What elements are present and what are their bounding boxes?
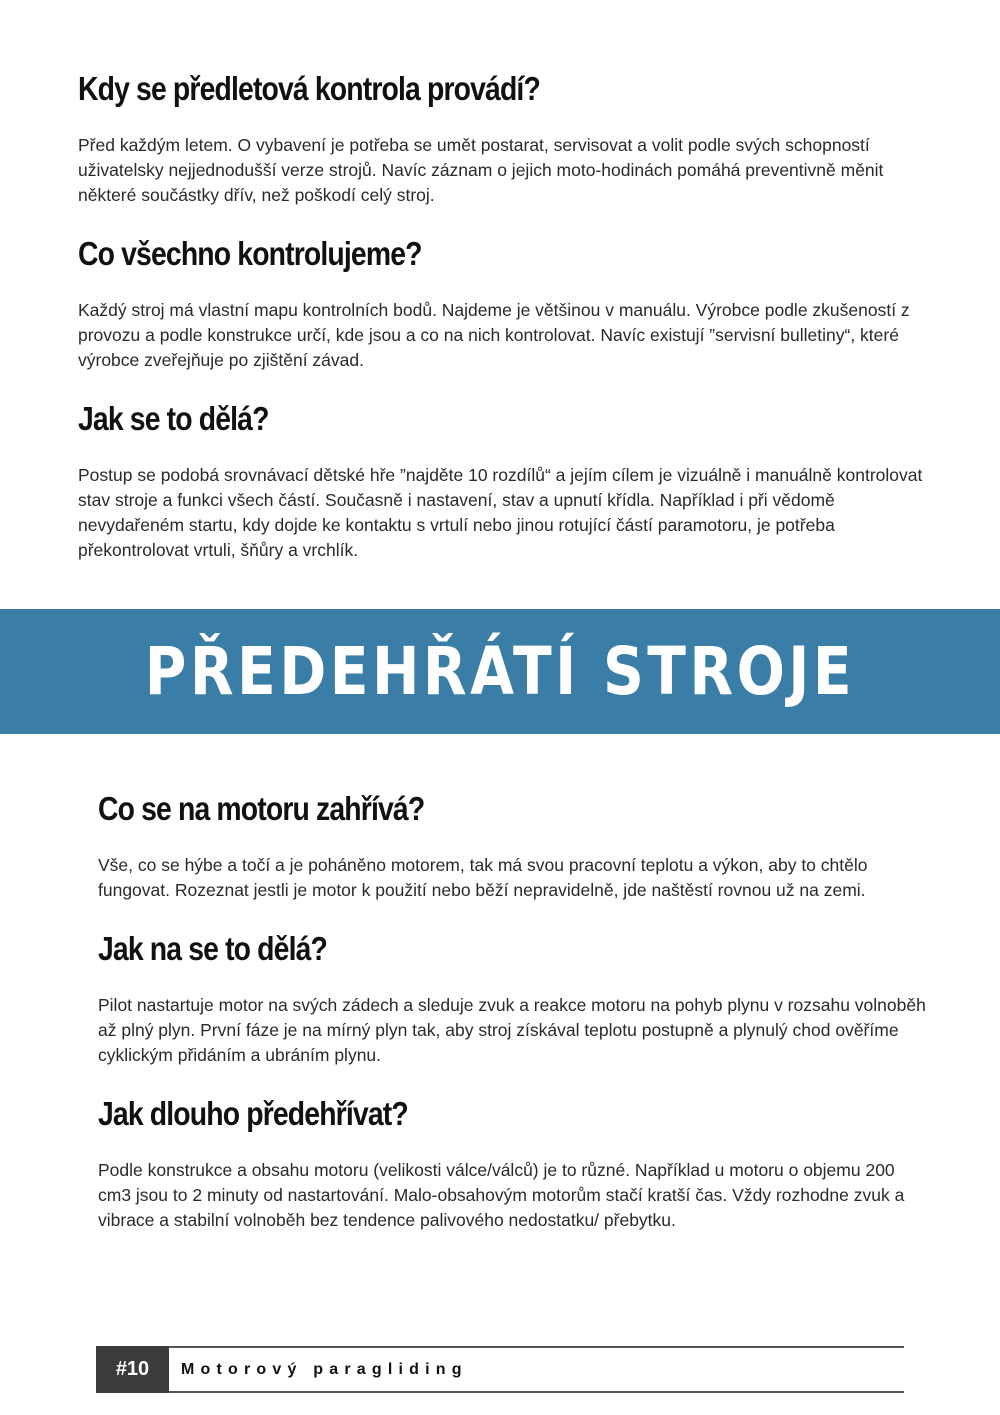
faq-answer: Před každým letem. O vybavení je potřeba se umět postarat, servisovat a volit podle svých schopností uživatelsky nejjednodušší verze strojů. Navíc záznam o jejich moto-hodinách pomáhá preventivně měnit některé součástky dřív, než poškodí celý stroj. [78,135,884,205]
faq-question: Co všechno kontrolujeme? [78,235,422,272]
faq-question: Jak dlouho předehřívat? [98,1095,408,1132]
footer-title: Motorový paragliding [181,1360,468,1378]
faq-answer: Postup se podobá srovnávací dětské hře ”najděte 10 rozdílů“ a jejím cílem je vizuálně i manuálně kontrolovat stav stroje a funkci všech částí. Současně i nastavení, stav a upnutí křídla. Například i při vědomě nevydařeném startu, kdy dojde ke kontaktu s vrtulí nebo jinou rotující částí paramotoru, je potřeba překontrolovat vrtuli, šňůry a vrchlík. [78,465,923,560]
faq-question: Jak se to dělá? [78,400,269,437]
section-banner [0,609,1000,734]
faq-block-what [78,231,928,373]
faq-answer: Pilot nastartuje motor na svých zádech a sleduje zvuk a reakce motoru na pohyb plynu v rozsahu volnoběh až plný plyn. První fáze je na mírný plyn tak, aby stroj získával teplotu postupně a plynulý chod ověříme cyklickým přidáním a ubráním plynu. [98,995,926,1065]
faq-block-how [78,396,928,563]
faq-question: Co se na motoru zahřívá? [98,790,425,827]
faq-question: Kdy se předletová kontrola provádí? [78,70,540,107]
bottom-faq-section [98,786,928,1233]
faq-answer: Vše, co se hýbe a točí a je poháněno motorem, tak má svou pracovní teplotu a výkon, aby to chtělo fungovat. Rozeznat jestli je motor k použití nebo běží nepravidelně, jde naštěstí rovnou už na zemi. [98,855,868,900]
faq-answer: Každý stroj má vlastní mapu kontrolních bodů. Najdeme je většinou v manuálu. Výrobce podle zkušeností z provozu a podle konstrukce určí, kde jsou a co na nich kontrolovat. Navíc existují ”servisní bulletiny“, které výrobce zveřejňuje po zjištění závad. [78,300,910,370]
faq-block-how-to [98,926,928,1068]
faq-answer: Podle konstrukce a obsahu motoru (velikosti válce/válců) je to různé. Například u motoru o objemu 200 cm3 jsou to 2 minuty od nastartování. Malo-obsahovým motorům stačí kratší čas. Vždy rozhodne zvuk a vibrace a stabilní volnoběh bez tendence palivového nedostatku/ přebytku. [98,1160,905,1230]
faq-question: Jak na se to dělá? [98,930,328,967]
faq-block-what-warms [98,786,928,903]
top-faq-section [78,66,928,563]
page-number: #10 [96,1346,169,1393]
page-footer [96,1346,904,1393]
section-title: PŘEDEHŘÁTÍ STROJE [144,633,856,710]
faq-block-when [78,66,928,208]
faq-block-how-long [98,1091,928,1233]
